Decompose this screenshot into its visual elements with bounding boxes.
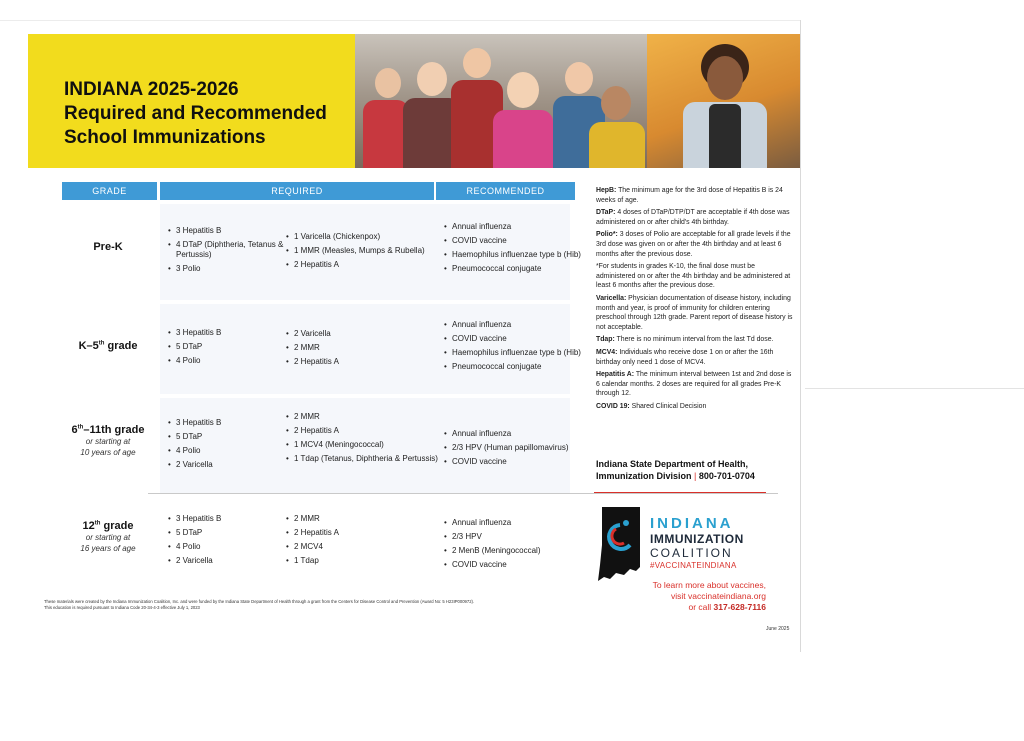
note-polio-asterisk: *For students in grades K-10, the final dose must be administered on or after the 4th birthday and be administered at least 6 months after the previous dose. <box>596 263 791 290</box>
list-item: • 1 Tdap <box>294 556 440 566</box>
publication-date: June 2025 <box>766 626 790 632</box>
12-required-list-2 <box>286 514 440 570</box>
list-item: • 4 Polio <box>176 356 284 366</box>
list-item: • 2 MMR <box>294 343 440 353</box>
children-photo <box>355 34 647 168</box>
list-item: • Annual influenza <box>452 429 584 439</box>
note-hepb: HepB: The minimum age for the 3rd dose of Hepatitis B is 24 weeks of age. <box>596 187 783 204</box>
prek-recommended-list <box>444 222 584 278</box>
grade-label-k5: K–5th grade <box>78 340 138 352</box>
list-item: • Annual influenza <box>452 518 584 528</box>
grade-label-prek: Pre-K <box>93 241 123 253</box>
list-item: • 2 MenB (Meningococcal) <box>452 546 584 556</box>
note-tdap: Tdap: There is no minimum interval from the last Td dose. <box>596 336 774 344</box>
dept-name: Indiana State Department of Health, <box>596 459 749 469</box>
grade-label-6-11: 6th–11th grade or starting at 10 years of age <box>71 424 145 457</box>
list-item: • 5 DTaP <box>176 432 284 442</box>
list-item: • 2 MCV4 <box>294 542 440 552</box>
list-item: • 2/3 HPV (Human papillomavirus) <box>452 443 584 453</box>
funding-footer: These materials were created by the Indiana Immunization Coalition, Inc. and were funded by the Indiana State Department of Health through a grant from the Centers for Disease Control and Prevention (Award No: 5 H23IP000972). This education is required pursuant to Indiana Code 20-34-4-3 effective July 1, 2023 <box>44 599 475 610</box>
k5-recommended-list <box>444 320 584 376</box>
list-item: • COVID vaccine <box>452 236 584 246</box>
list-item: • COVID vaccine <box>452 560 584 570</box>
list-item: • 1 MMR (Measles, Mumps & Rubella) <box>294 246 440 256</box>
list-item: • 4 Polio <box>176 542 284 552</box>
red-divider <box>594 492 766 493</box>
note-varicella: Varicella: Physician documentation of disease history, including month and year, is proof of immunity for children entering preschool through 12th grade. Parent report of disease history is not acceptable. <box>596 294 793 331</box>
list-item: • 3 Hepatitis B <box>176 328 284 338</box>
list-item: • 4 DTaP (Diphtheria, Tetanus & Pertussis) <box>176 240 284 260</box>
note-polio: Polio*: 3 doses of Polio are acceptable for all grade levels if the 3rd dose was given on or after the 4th birthday and at least 6 months after the previous dose. <box>596 231 791 258</box>
6-11-recommended-list <box>444 429 584 471</box>
coalition-logo: INDIANA IMMUNIZATION COALITION #VACCINATEINDIANA <box>650 515 744 570</box>
list-item: • 4 Polio <box>176 446 284 456</box>
page-title <box>64 78 327 150</box>
title-band <box>28 34 355 168</box>
list-item: • 2 Varicella <box>176 556 284 566</box>
row-divider <box>148 493 778 494</box>
coalition-phone: 317-628-7116 <box>713 602 766 612</box>
list-item: • Haemophilus influenzae type b (Hib) <box>452 250 584 260</box>
note-hepa: Hepatitis A: The minimum interval between 1st and 2nd dose is 6 calendar months. 2 doses are required for all grades Pre-K through 12. <box>596 371 792 398</box>
list-item: • 2/3 HPV <box>452 532 584 542</box>
header-recommended: RECOMMENDED <box>436 182 575 200</box>
12-required-list-1 <box>168 514 284 570</box>
flyer-page <box>28 32 800 652</box>
contact-block: Indiana State Department of Health, Immunization Division | 800-701-0704 <box>596 458 796 482</box>
title-line-2: Required and Recommended <box>64 103 327 124</box>
scan-artifact-line <box>805 388 1024 389</box>
list-item: • 5 DTaP <box>176 528 284 538</box>
list-item: • 3 Hepatitis B <box>176 226 284 236</box>
list-item: • 2 Hepatitis A <box>294 426 440 436</box>
list-item: • 5 DTaP <box>176 342 284 352</box>
list-item: • 2 Hepatitis A <box>294 528 440 538</box>
list-item: • COVID vaccine <box>452 457 584 467</box>
list-item: • 2 Hepatitis A <box>294 357 440 367</box>
division-name: Immunization Division <box>596 471 692 481</box>
prek-required-list-2 <box>286 232 440 274</box>
k5-required-list-2 <box>286 329 440 371</box>
footnotes <box>596 186 796 414</box>
scan-edge-top <box>0 20 800 21</box>
list-item: • 1 Tdap (Tetanus, Diphtheria & Pertussis) <box>294 454 440 464</box>
indiana-state-logo-icon <box>596 505 646 583</box>
list-item: • 2 MMR <box>294 514 440 524</box>
note-mcv4: MCV4: Individuals who receive dose 1 on or after the 16th birthday only need 1 dose of MCV4. <box>596 348 774 366</box>
list-item: • Annual influenza <box>452 222 584 232</box>
list-item: • Pneumococcal conjugate <box>452 362 584 372</box>
list-item: • 2 MMR <box>294 412 440 422</box>
list-item: • 1 Varicella (Chickenpox) <box>294 232 440 242</box>
list-item: • COVID vaccine <box>452 334 584 344</box>
list-item: • 2 Varicella <box>176 460 284 470</box>
note-covid: COVID 19: Shared Clinical Decision <box>596 402 707 410</box>
list-item: • 2 Varicella <box>294 329 440 339</box>
6-11-required-list-1 <box>168 418 284 474</box>
list-item: • 3 Hepatitis B <box>176 514 284 524</box>
list-item: • Annual influenza <box>452 320 584 330</box>
list-item: • 1 MCV4 (Meningococcal) <box>294 440 440 450</box>
learn-more: To learn more about vaccines, visit vaccinateindiana.org or call 317-628-7116 <box>618 580 766 613</box>
contact-phone: 800-701-0704 <box>698 471 755 481</box>
12-recommended-list <box>444 518 584 574</box>
list-item: • 2 Hepatitis A <box>294 260 440 270</box>
k5-required-list-1 <box>168 328 284 370</box>
title-line-1: INDIANA 2025-2026 <box>64 79 239 100</box>
header-required: REQUIRED <box>160 182 434 200</box>
list-item: • 3 Polio <box>176 264 284 274</box>
title-line-3: School Immunizations <box>64 127 266 148</box>
grade-label-12: 12th grade or starting at 16 years of age <box>80 520 136 553</box>
website-link[interactable]: visit vaccinateindiana.org <box>671 591 766 601</box>
student-photo <box>647 34 800 168</box>
note-dtap: DTaP: 4 doses of DTaP/DTP/DT are acceptable if 4th dose was administered on or after child's 4th birthday. <box>596 209 790 226</box>
list-item: • 3 Hepatitis B <box>176 418 284 428</box>
list-item: • Haemophilus influenzae type b (Hib) <box>452 348 584 358</box>
prek-required-list-1 <box>168 226 284 278</box>
6-11-required-list-2 <box>286 412 440 468</box>
header-grade: GRADE <box>62 182 157 200</box>
list-item: • Pneumococcal conjugate <box>452 264 584 274</box>
scan-edge-right <box>800 20 801 652</box>
